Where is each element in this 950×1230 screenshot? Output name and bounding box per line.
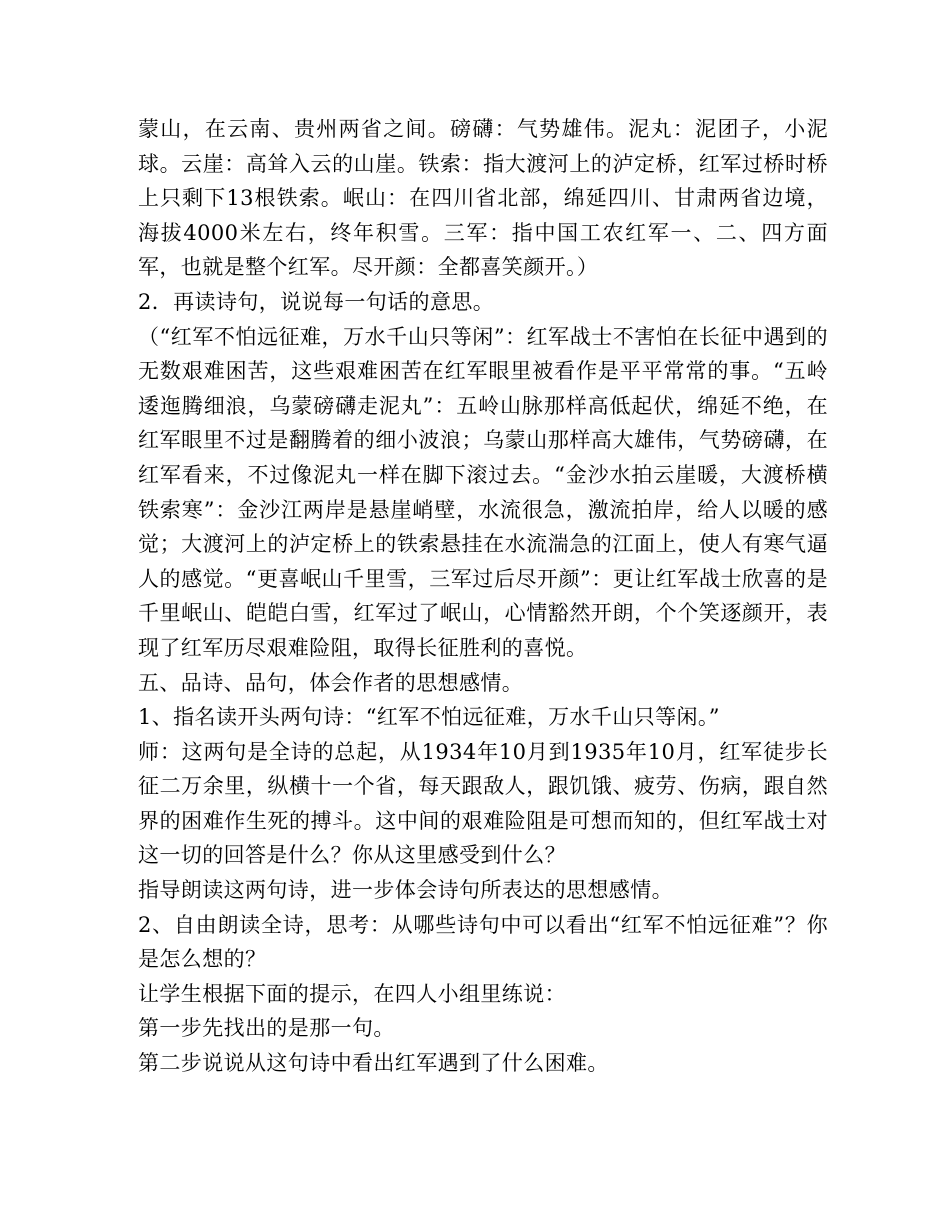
paragraph-second-step: 第二步说说从这句诗中看出红军遇到了什么困难。 xyxy=(138,1051,609,1076)
paragraph-section-5-heading: 五、品诗、品句，体会作者的思想感情。 xyxy=(138,670,524,695)
document-body xyxy=(138,112,828,1081)
paragraph-teacher-remark: 师：这两句是全诗的总起，从1934年10月到1935年10月，红军徒步长征二万余里，纵横十一个省，每天跟敌人，跟饥饿、疲劳、伤病，跟自然界的困难作生死的搏斗。这中间的艰难险阻是可想而知的，但红军战士对这一切的回答是什么？你从这里感受到什么？ xyxy=(138,739,828,868)
paragraph-step-1-read: 1、指名读开头两句诗：“红军不怕远征难，万水千山只等闲。” xyxy=(138,705,720,730)
paragraph-group-practice: 让学生根据下面的提示，在四人小组里练说： xyxy=(138,981,566,1006)
paragraph-annotation-end: 蒙山，在云南、贵州两省之间。磅礴：气势雄伟。泥丸：泥团子，小泥球。云崖：高耸入云的山崖。铁索：指大渡河上的泸定桥，红军过桥时桥上只剩下13根铁索。岷山：在四川省北部，绵延四川、甘肃两省边境，海拔4000米左右，终年积雪。三军：指中国工农红军一、二、四方面军，也就是整个红军。尽开颜：全都喜笑颜开。） xyxy=(138,117,828,280)
paragraph-guided-reading: 指导朗读这两句诗，进一步体会诗句所表达的思想感情。 xyxy=(138,878,673,903)
paragraph-step-2-free-reading: 2、自由朗读全诗，思考：从哪些诗句中可以看出“红军不怕远征难”？你是怎么想的？ xyxy=(138,912,828,972)
paragraph-verse-meanings: （“红军不怕远征难，万水千山只等闲”：红军战士不害怕在长征中遇到的无数艰难困苦，这些艰难困苦在红军眼里被看作是平平常常的事。“五岭逶迤腾细浪，乌蒙磅礴走泥丸”：五岭山脉那样高低起伏，绵延不绝，在红军眼里不过是翻腾着的细小波浪；乌蒙山那样高大雄伟，气势磅礴，在红军看来，不过像泥丸一样在脚下滚过去。“金沙水拍云崖暖，大渡桥横铁索寒”：金沙江两岸是悬崖峭壁，水流很急，激流拍岸，给人以暖的感觉；大渡河上的泸定桥上的铁索悬挂在水流湍急的江面上，使人有寒气逼人的感觉。“更喜岷山千里雪，三军过后尽开颜”：更让红军战士欣喜的是千里岷山、皑皑白雪，红军过了岷山，心情豁然开朗，个个笑逐颜开，表现了红军历尽艰难险阻，取得长征胜利的喜悦。 xyxy=(138,324,828,660)
paragraph-first-step: 第一步先找出的是那一句。 xyxy=(138,1016,395,1041)
paragraph-step-2-heading: 2．再读诗句，说说每一句话的意思。 xyxy=(138,289,495,314)
